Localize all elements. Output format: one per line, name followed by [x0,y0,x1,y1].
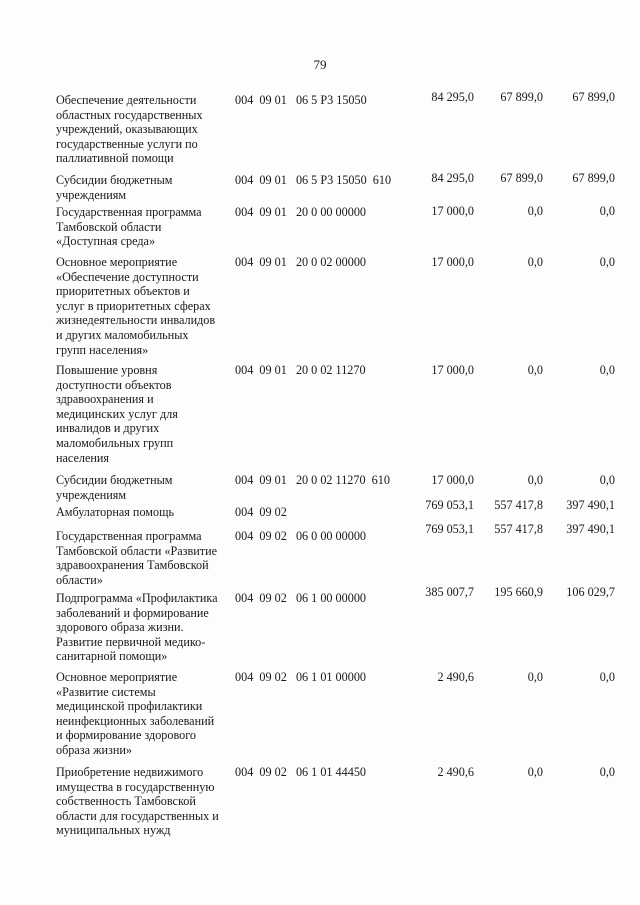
row-name: Амбулаторная помощь [56,505,175,519]
row-code: 004 09 02 06 0 00 00000 [235,529,367,543]
row-code: 004 09 02 06 1 01 44450 [235,765,367,779]
row-name: Субсидии бюджетным учреждениям [56,473,173,502]
row-value-2: 0,0 [527,670,543,684]
row-value-2: 67 899,0 [500,171,543,185]
row-value-2: 0,0 [527,473,543,487]
page-number: 79 [313,57,327,72]
row-name: Приобретение недвижимого имущества в государственную собственность Тамбовской области для государственных и муниципальных нужд [56,765,219,838]
row-value-2: 557 417,8 [494,522,543,536]
row-value-1: 84 295,0 [431,171,474,185]
row-value-3: 0,0 [599,765,615,779]
row-value-3: 67 899,0 [572,171,615,185]
row-code: 004 09 02 06 1 01 00000 [235,670,367,684]
row-code: 004 09 01 20 0 02 11270 610 [235,473,390,487]
row-name: Субсидии бюджетным учреждениям [56,173,173,202]
row-name: Основное мероприятие «Обеспечение доступности приоритетных объектов и услуг в приоритетных сферах жизнедеятельности инвалидов и других маломобильных групп населения» [56,255,216,357]
row-value-2: 557 417,8 [494,498,543,512]
row-code: 004 09 02 [235,505,287,519]
row-value-3: 0,0 [599,670,615,684]
row-value-3: 397 490,1 [566,498,615,512]
row-value-2: 67 899,0 [500,90,543,104]
row-value-1: 84 295,0 [431,90,474,104]
row-name: Государственная программа Тамбовской области «Доступная среда» [56,205,202,249]
row-value-1: 17 000,0 [431,363,474,377]
row-value-2: 0,0 [527,204,543,218]
row-value-1: 17 000,0 [431,473,474,487]
row-name: Повышение уровня доступности объектов здравоохранения и медицинских услуг для инвалидов и других маломобильных групп населения [56,363,178,465]
row-value-1: 17 000,0 [431,255,474,269]
row-code: 004 09 01 06 5 Р3 15050 610 [235,173,392,187]
row-value-1: 2 490,6 [437,670,474,684]
row-value-3: 0,0 [599,204,615,218]
row-value-3: 0,0 [599,473,615,487]
row-code: 004 09 01 20 0 02 11270 [235,363,366,377]
row-name: Подпрограмма «Профилактика заболеваний и формирование здорового образа жизни. Развитие первичной медико- санитарной помощи» [56,591,218,664]
row-value-3: 397 490,1 [566,522,615,536]
row-value-2: 195 660,9 [494,585,543,599]
row-value-3: 0,0 [599,255,615,269]
row-code: 004 09 01 20 0 02 00000 [235,255,367,269]
row-name: Основное мероприятие «Развитие системы медицинской профилактики неинфекционных заболеваний и формирование здорового образа жизни» [56,670,215,757]
row-value-2: 0,0 [527,363,543,377]
row-code: 004 09 02 06 1 00 00000 [235,591,367,605]
row-value-1: 2 490,6 [437,765,474,779]
row-value-1: 17 000,0 [431,204,474,218]
row-name: Государственная программа Тамбовской области «Развитие здравоохранения Тамбовской области» [56,529,218,587]
row-value-2: 0,0 [527,255,543,269]
row-code: 004 09 01 06 5 Р3 15050 [235,93,367,107]
row-value-2: 0,0 [527,765,543,779]
row-name: Обеспечение деятельности областных государственных учреждений, оказывающих государственные услуги по паллиативной помощи [56,93,203,166]
row-value-1: 769 053,1 [425,522,474,536]
row-value-3: 67 899,0 [572,90,615,104]
row-code: 004 09 01 20 0 00 00000 [235,205,367,219]
row-value-1: 385 007,7 [425,585,474,599]
row-value-1: 769 053,1 [425,498,474,512]
row-value-3: 106 029,7 [566,585,615,599]
row-value-3: 0,0 [599,363,615,377]
